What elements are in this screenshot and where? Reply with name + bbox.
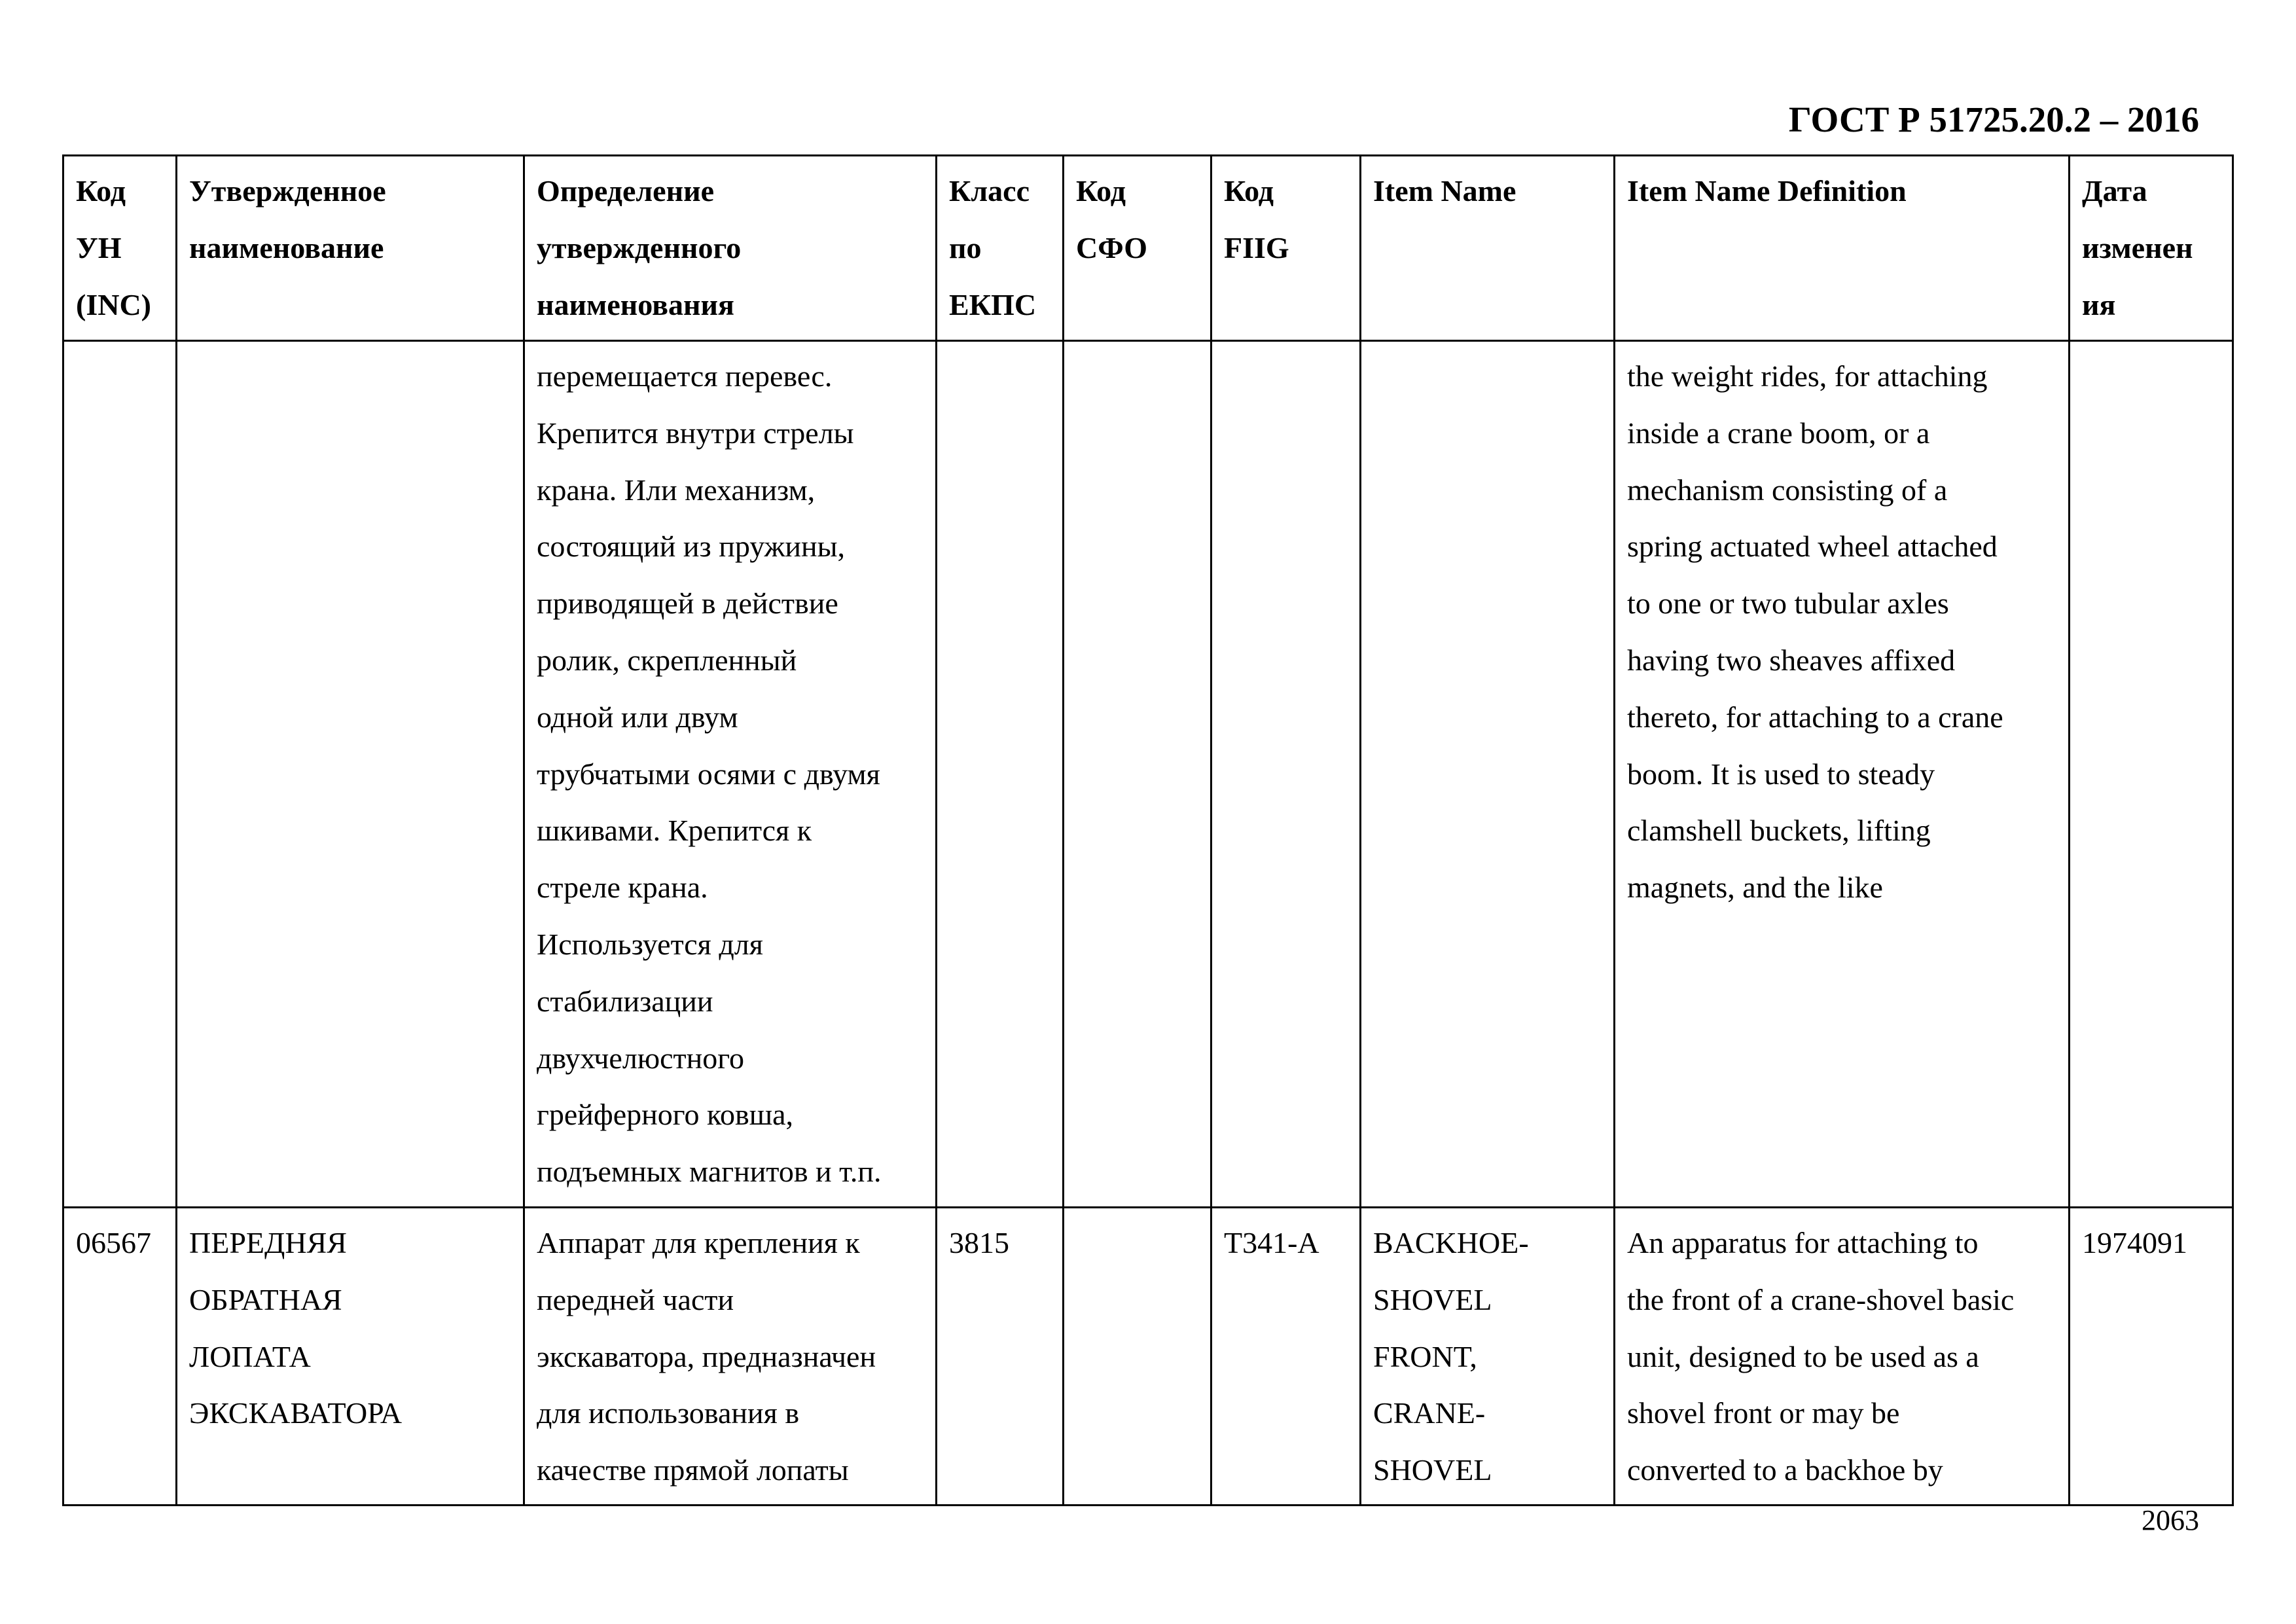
cell-sfo-code bbox=[1064, 1208, 1211, 1506]
cell-inc bbox=[63, 341, 177, 1208]
cell-item-name-definition: the weight rides, for attaching inside a crane boom, or a mechanism consisting of a spring actuated wheel attached to one or two tubular axles having two sheaves affixed thereto, for attaching to a crane boom. It is used to steady clamshell buckets, lifting magnets, and the like bbox=[1615, 341, 2070, 1208]
page-number: 2063 bbox=[2142, 1504, 2199, 1536]
header-change-date: Дата изменен ия bbox=[2070, 156, 2233, 341]
cell-ekps-class: 3815 bbox=[937, 1208, 1064, 1506]
table-row bbox=[63, 341, 2233, 1208]
table-header-row bbox=[63, 156, 2233, 341]
header-ekps-class: Класс по ЕКПС bbox=[937, 156, 1064, 341]
cell-ekps-class bbox=[937, 341, 1064, 1208]
table-row bbox=[63, 1208, 2233, 1506]
cell-change-date bbox=[2070, 341, 2233, 1208]
cell-sfo-code bbox=[1064, 341, 1211, 1208]
document-title: ГОСТ Р 51725.20.2 – 2016 bbox=[1788, 99, 2199, 139]
cell-definition: перемещается перевес. Крепится внутри стрелы крана. Или механизм, состоящий из пружины, приводящей в действие ролик, скрепленный одной или двум трубчатыми осями с двумя шкивами. Крепится к стреле крана. Используется для стабилизации двухчелюстного грейферного ковша, подъемных магнитов и т.п. bbox=[524, 341, 937, 1208]
header-item-name: Item Name bbox=[1361, 156, 1615, 341]
cell-inc: 06567 bbox=[63, 1208, 177, 1506]
cell-item-name bbox=[1361, 341, 1615, 1208]
header-definition: Определение утвержденного наименования bbox=[524, 156, 937, 341]
cell-fiig-code bbox=[1211, 341, 1361, 1208]
header-item-name-definition: Item Name Definition bbox=[1615, 156, 2070, 341]
cell-item-name: BACKHOE- SHOVEL FRONT, CRANE- SHOVEL bbox=[1361, 1208, 1615, 1506]
cell-approved-name: ПЕРЕДНЯЯ ОБРАТНАЯ ЛОПАТА ЭКСКАВАТОРА bbox=[177, 1208, 524, 1506]
cell-fiig-code: T341-A bbox=[1211, 1208, 1361, 1506]
cell-definition: Аппарат для крепления к передней части экскаватора, предназначен для использования в качестве прямой лопаты bbox=[524, 1208, 937, 1506]
cell-change-date: 1974091 bbox=[2070, 1208, 2233, 1506]
header-approved-name: Утвержденное наименование bbox=[177, 156, 524, 341]
header-sfo-code: Код СФО bbox=[1064, 156, 1211, 341]
item-name-table bbox=[62, 154, 2234, 1506]
cell-approved-name bbox=[177, 341, 524, 1208]
header-inc: Код УН (INC) bbox=[63, 156, 177, 341]
header-fiig-code: Код FIIG bbox=[1211, 156, 1361, 341]
cell-item-name-definition: An apparatus for attaching to the front of a crane-shovel basic unit, designed to be used as a shovel front or may be converted to a backhoe by bbox=[1615, 1208, 2070, 1506]
